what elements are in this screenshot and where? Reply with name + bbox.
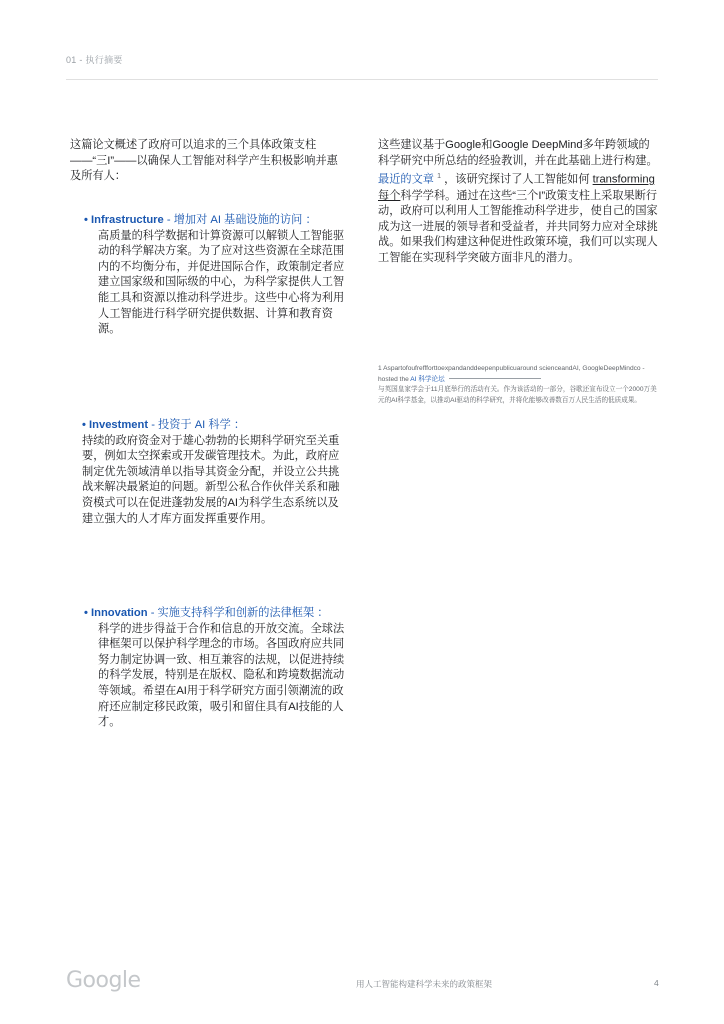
- section-label: 01 - 执行摘要: [66, 55, 123, 65]
- right-text-c: 科学学科。通过在这些“三个I”政策支柱上采取果断行动，政府可以利用人工智能推动科学进步，使自己的国家成为这一进展的领导者和受益者，并共同努力应对全球挑战。如果我们构建这种促进性政策环境，我们可以实现人工智能在实现科学突破方面非凡的潜力。: [378, 189, 658, 264]
- footnote-line1: 1 Aspartofoufreffforttoexpandanddeepenpublicuaround scienceandAI, GooglеDeepMindco - hosted the: [378, 365, 645, 383]
- right-paragraph: [378, 138, 660, 266]
- bullet-infrastructure-heading: [84, 213, 348, 229]
- bullet-infrastructure: [84, 213, 348, 338]
- bullet-body: 持续的政府资金对于雄心勃勃的长期科学研究至关重要，例如太空探索或开发碳管理技术。为此，政府应制定优先领域清单以指导其资金分配，并设立公共挑战来解决最紧迫的问题。新型公私合作伙伴关系和融资模式可以在促进蓬勃发展的AI为科学生态系统以及建立强大的人才库方面发挥重要作用。: [82, 434, 340, 525]
- bullet-body: 高质量的科学数据和计算资源可以解锁人工智能驱动的科学解决方案。为了应对这些资源在全球范围内的不均衡分布，并促进国际合作，政策制定者应建立国家级和国际级的中心，为科学家提供人工智能工具和资源以推动科学进步。这些中心将为利用人工智能进行科学研究提供数据、计算和教育资源。: [98, 229, 345, 336]
- header-divider: [66, 79, 658, 80]
- ai-science-forum-link[interactable]: AI 科学论坛: [410, 375, 445, 383]
- footnote-line2: 与英国皇家学会于11月底举行的活动有关。作为该活动的一部分，谷歌还宣布设立一个2000万美元的AI科学基金，以推动AI驱动的科学研究，并将化能够改善数百万人民生活的低质成果。: [378, 386, 657, 404]
- google-logo: Google: [66, 968, 141, 993]
- footnote-ref[interactable]: 1: [437, 173, 441, 181]
- right-text-b: ，该研究探讨了人工智能如何: [440, 173, 593, 186]
- bullet-innovation: [84, 606, 348, 731]
- bullet-desc: - 增加对 AI 基础设施的访问 ：: [163, 214, 317, 226]
- footer-title: 用人工智能构建科学未来的政策框架: [356, 979, 493, 989]
- bullet-investment-heading: [82, 418, 348, 434]
- intro-paragraph: 这篇论文概述了政府可以追求的三个具体政策支柱——“三I”——以确保人工智能对科学产生积极影响并惠及所有人：: [70, 139, 338, 183]
- bullet-innovation-heading: [84, 606, 348, 622]
- right-column: [378, 138, 660, 266]
- bullet-desc: - 投资于 AI 科学 ：: [148, 419, 246, 431]
- bullet-desc: - 实施支持科学和创新的法律框架 ：: [147, 607, 329, 619]
- underlined-text: transforming 每个: [378, 173, 655, 202]
- right-text-a: 这些建议基于Google和Google DeepMind多年跨领域的科学研究中所总结的经验教训，并在此基础上进行构建。: [378, 139, 658, 167]
- bullet-term: • Innovation: [84, 607, 148, 619]
- left-column: [70, 138, 348, 185]
- footnote: [378, 364, 660, 406]
- footnote-rule: [449, 378, 541, 379]
- bullet-body: 科学的进步得益于合作和信息的开放交流。全球法律框架可以保护科学理念的市场。各国政府应共同努力制定协调一致、相互兼容的法规，以促进持续的科学发展，特别是在版权、隐私和跨境数据流动等领域。希望在AI用于科学研究方面引领潮流的政府还应制定移民政策，吸引和留住具有AI技能的人才。: [98, 622, 345, 729]
- bullet-term: • Infrastructure: [84, 214, 164, 226]
- bullet-investment: [82, 418, 348, 527]
- page-number: 4: [654, 978, 659, 988]
- recent-article-link[interactable]: 最近的文章: [378, 173, 434, 186]
- bullet-term: • Investment: [82, 419, 149, 431]
